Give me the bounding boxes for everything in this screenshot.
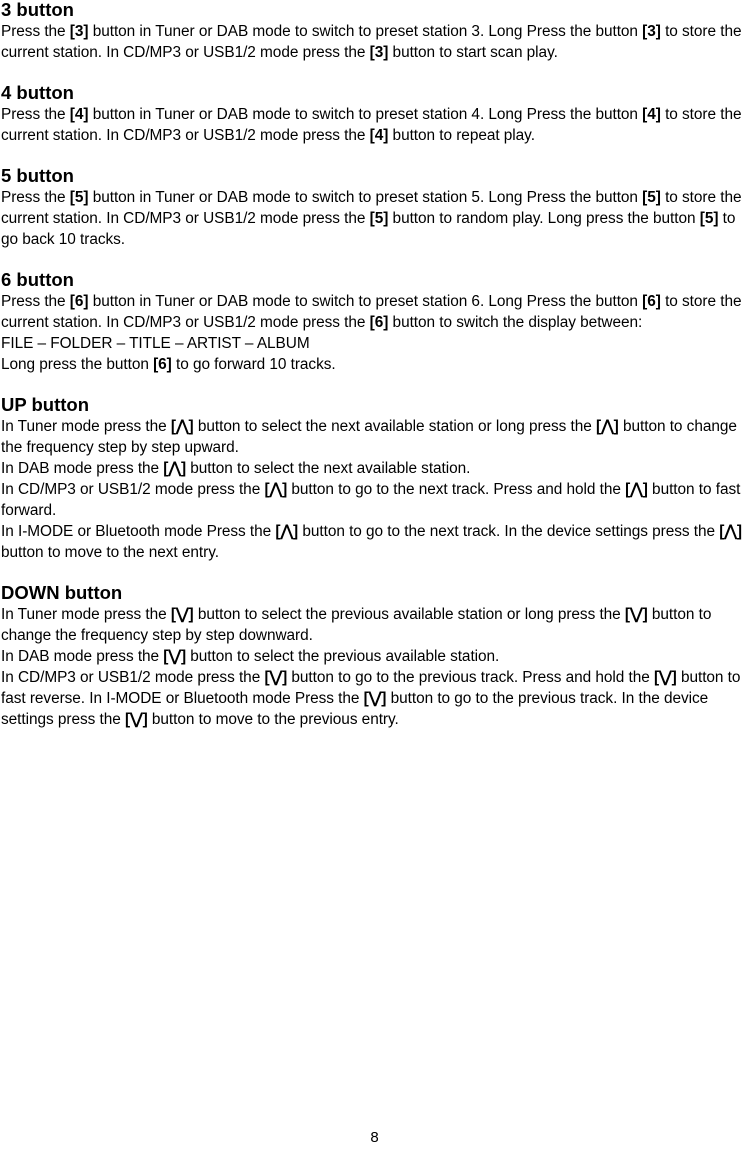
section-heading: 6 button (1, 269, 74, 290)
page-content (1, 0, 749, 730)
button-key-label: [⋀] (596, 418, 619, 435)
button-key-label: [⋁] (363, 690, 387, 707)
section-paragraph (1, 21, 749, 63)
text-run: button to go to the next track. In the device settings press the (298, 523, 720, 540)
text-run: to go back 10 tracks. (1, 210, 736, 248)
section-heading: DOWN button (1, 582, 123, 603)
section-paragraph (1, 646, 749, 667)
section-paragraph (1, 667, 749, 730)
text-run: button to fast reverse. In I-MODE or Bluetooth mode Press the (1, 669, 741, 707)
button-key-label: [⋁] (170, 606, 194, 623)
button-key-label: [⋁] (163, 648, 187, 665)
text-run: Press the (1, 23, 70, 40)
text-run: button to switch the display between: (388, 314, 643, 331)
text-run: button to move to the previous entry. (147, 711, 399, 728)
section-paragraph (1, 604, 749, 646)
button-key-label: [⋁] (653, 669, 677, 686)
button-key-label: [3] (369, 44, 389, 61)
button-key-label: [⋁] (264, 669, 288, 686)
text-run: Press the (1, 293, 70, 310)
text-run: button to repeat play. (388, 127, 535, 144)
text-run: button to go to the next track. Press and hold the (287, 481, 626, 498)
section-paragraph (1, 291, 749, 333)
section-6-button (1, 270, 749, 375)
section-up-button (1, 395, 749, 563)
text-run: In I-MODE or Bluetooth mode Press the (1, 523, 276, 540)
section-down-button (1, 583, 749, 730)
text-run: In DAB mode press the (1, 648, 164, 665)
text-run: button to change the frequency step by step upward. (1, 418, 737, 456)
section-heading: UP button (1, 394, 90, 415)
text-run: button to start scan play. (388, 44, 558, 61)
text-run: Press the (1, 189, 70, 206)
button-key-label: [5] (642, 189, 661, 206)
button-key-label: [5] (69, 189, 89, 206)
text-run: button to move to the next entry. (1, 544, 219, 561)
text-run: button to select the next available station or long press the (193, 418, 597, 435)
button-key-label: [5] (369, 210, 389, 227)
button-key-label: [3] (69, 23, 89, 40)
button-key-label: [6] (69, 293, 89, 310)
text-run: button to select the previous available station or long press the (193, 606, 625, 623)
text-run: to store the current station. In CD/MP3 or USB1/2 mode press the (1, 23, 742, 61)
text-run: FILE – FOLDER – TITLE – ARTIST – ALBUM (1, 335, 310, 352)
text-run: Press the (1, 106, 70, 123)
section-3-button (1, 0, 749, 63)
section-paragraph (1, 521, 749, 563)
text-run: In Tuner mode press the (1, 418, 171, 435)
section-paragraph (1, 354, 749, 375)
section-paragraph (1, 187, 749, 250)
page-number: 8 (370, 1129, 379, 1146)
button-key-label: [⋀] (264, 481, 288, 498)
text-run: button to select the previous available station. (186, 648, 500, 665)
section-heading: 3 button (1, 0, 74, 20)
text-run: button to go to the previous track. In the device settings press the (1, 690, 709, 728)
text-run: button in Tuner or DAB mode to switch to preset station 3. Long Press the button (88, 23, 643, 40)
text-run: In CD/MP3 or USB1/2 mode press the (1, 669, 265, 686)
text-run: In CD/MP3 or USB1/2 mode press the (1, 481, 265, 498)
button-key-label: [⋀] (625, 481, 648, 498)
text-run: button in Tuner or DAB mode to switch to preset station 4. Long Press the button (88, 106, 643, 123)
button-key-label: [4] (642, 106, 661, 123)
text-run: to store the current station. In CD/MP3 or USB1/2 mode press the (1, 293, 742, 331)
section-4-button (1, 83, 749, 146)
section-heading: 4 button (1, 82, 74, 103)
display-mode-sequence (1, 333, 749, 354)
button-key-label: [3] (642, 23, 661, 40)
text-run: to store the current station. In CD/MP3 or USB1/2 mode press the (1, 106, 742, 144)
button-key-label: [6] (369, 314, 389, 331)
button-key-label: [⋁] (124, 711, 148, 728)
text-run: to go forward 10 tracks. (171, 356, 336, 373)
text-run: button to select the next available station. (186, 460, 471, 477)
text-run: button in Tuner or DAB mode to switch to preset station 5. Long Press the button (88, 189, 643, 206)
section-paragraph (1, 416, 749, 458)
button-key-label: [6] (642, 293, 661, 310)
button-key-label: [4] (69, 106, 89, 123)
section-paragraph (1, 479, 749, 521)
button-key-label: [⋀] (275, 523, 299, 540)
text-run: button to random play. Long press the button (388, 210, 700, 227)
button-key-label: [⋀] (170, 418, 194, 435)
text-run: button to change the frequency step by step downward. (1, 606, 712, 644)
section-heading: 5 button (1, 165, 74, 186)
button-key-label: [⋁] (624, 606, 648, 623)
text-run: Long press the button (1, 356, 154, 373)
text-run: button to go to the previous track. Press and hold the (287, 669, 654, 686)
button-key-label: [4] (369, 127, 389, 144)
text-run: In DAB mode press the (1, 460, 164, 477)
text-run: In Tuner mode press the (1, 606, 171, 623)
button-key-label: [6] (153, 356, 172, 373)
section-paragraph (1, 458, 749, 479)
button-key-label: [⋀] (163, 460, 187, 477)
text-run: button in Tuner or DAB mode to switch to preset station 6. Long Press the button (88, 293, 643, 310)
text-run: to store the current station. In CD/MP3 or USB1/2 mode press the (1, 189, 742, 227)
button-key-label: [⋀] (719, 523, 742, 540)
section-paragraph (1, 104, 749, 146)
text-run: button to fast forward. (1, 481, 741, 519)
section-5-button (1, 166, 749, 250)
button-key-label: [5] (699, 210, 719, 227)
